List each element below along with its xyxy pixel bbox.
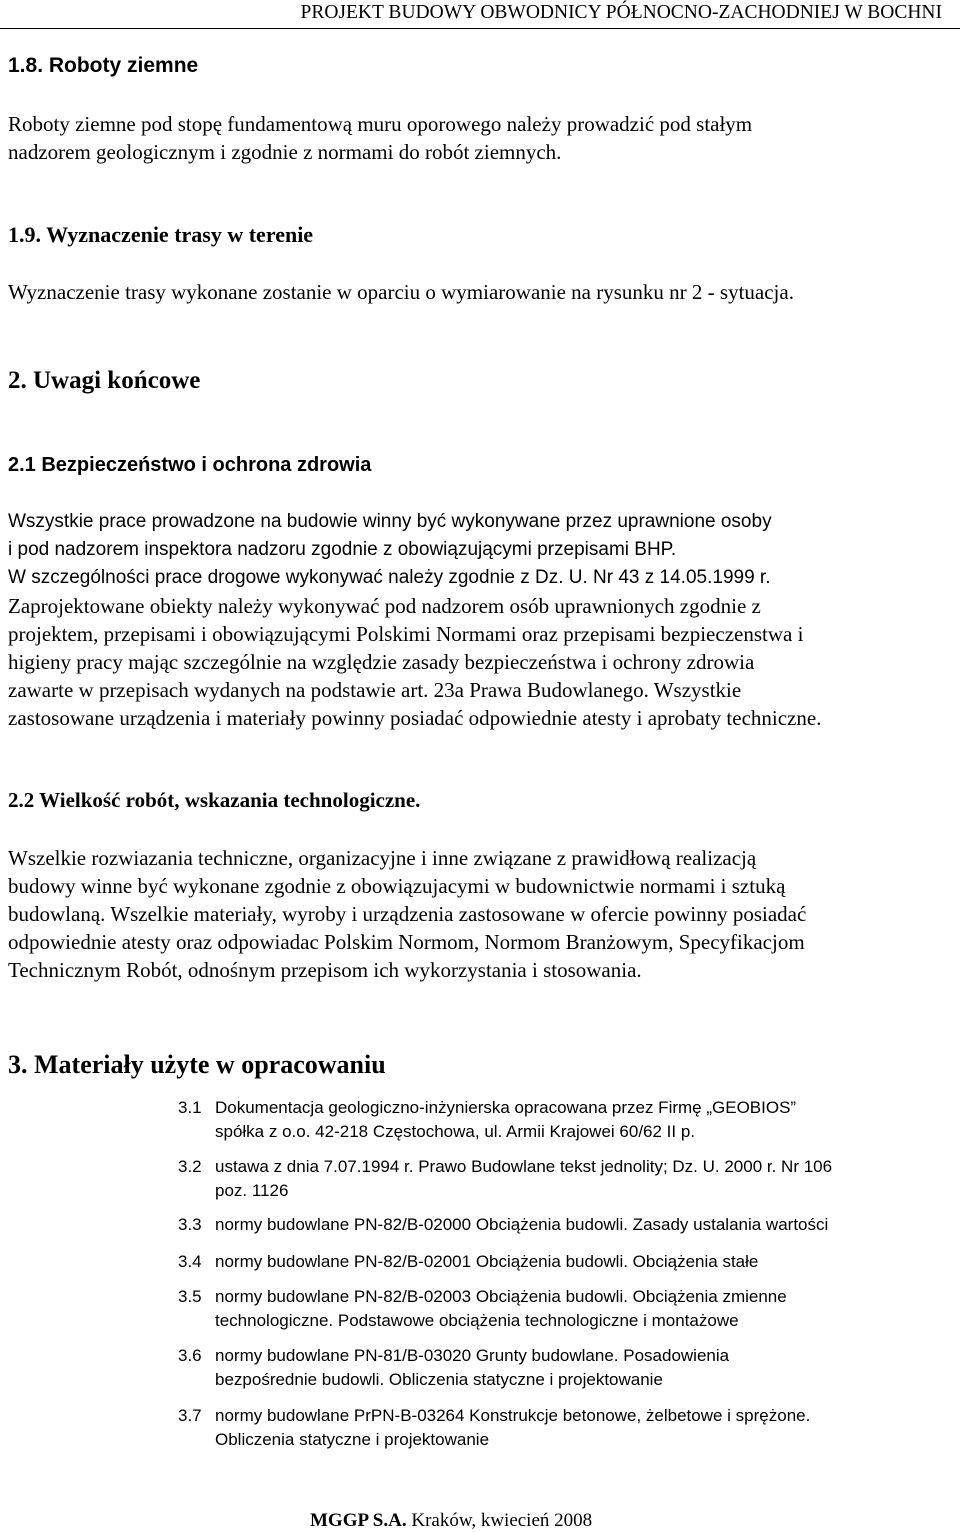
list-item-text: normy budowlane PN-82/B-02003 Obciążenia budowli. Obciążenia zmienne — [215, 1287, 787, 1306]
page-footer — [310, 1510, 592, 1532]
list-item-number: 3.3 — [178, 1215, 202, 1234]
section-2-2-line: Wszelkie rozwiazania techniczne, organizacyjne i inne związane z prawidłową realizacją — [8, 846, 757, 870]
list-item-text: normy budowlane PN-81/B-03020 Grunty budowlane. Posadowienia — [215, 1346, 730, 1365]
section-2-2-line: budowlaną. Wszelkie materiały, wyroby i urządzenia zastosowane w ofercie powinny posiadać — [8, 902, 807, 926]
section-heading-3: 3. Materiały użyte w opracowaniu — [8, 1050, 386, 1079]
section-2-2-line: Technicznym Robót, odnośnym przepisom ich wykorzystania i stosowania. — [8, 958, 642, 982]
list-item-number: 3.7 — [178, 1406, 202, 1425]
list-item-number: 3.6 — [178, 1346, 202, 1365]
section-2-1-line: W szczególności prace drogowe wykonywać należy zgodnie z Dz. U. Nr 43 z 14.05.1999 r. — [8, 567, 771, 588]
list-item-text: technologiczne. Podstawowe obciążenia technologiczne i montażowe — [215, 1311, 739, 1330]
section-2-1-line: projektem, przepisami i obowiązującymi Polskimi Normami oraz przepisami bezpieczenstwa i — [8, 622, 804, 646]
list-item-text: poz. 1126 — [215, 1181, 289, 1200]
list-item-text: ustawa z dnia 7.07.1994 r. Prawo Budowlane tekst jednolity; Dz. U. 2000 r. Nr 106 — [215, 1157, 833, 1176]
section-1-9-line: Wyznaczenie trasy wykonane zostanie w oparciu o wymiarowanie na rysunku nr 2 - sytuacja. — [8, 280, 794, 304]
list-item-number: 3.4 — [178, 1252, 202, 1271]
page-header — [0, 0, 960, 34]
section-2-1-line: zawarte w przepisach wydanych na podstawie art. 23a Prawa Budowlanego. Wszystkie — [8, 678, 742, 702]
list-item-text: normy budowlane PN-82/B-02000 Obciążenia budowli. Zasady ustalania wartości — [215, 1215, 829, 1234]
section-1-8-line: nadzorem geologicznym i zgodnie z normami do robót ziemnych. — [8, 140, 562, 164]
section-1-8-line: Roboty ziemne pod stopę fundamentową muru oporowego należy prowadzić pod stałym — [8, 112, 753, 136]
list-item-number: 3.1 — [178, 1098, 202, 1117]
list-item-text: spółka z o.o. 42-218 Częstochowa, ul. Armii Krajowei 60/62 II p. — [215, 1122, 696, 1141]
list-item-text: normy budowlane PrPN-B-03264 Konstrukcje betonowe, żelbetowe i sprężone. — [215, 1406, 811, 1425]
section-2-2-line: budowy winne być wykonane zgodnie z obowiązujacymi w budownictwie normami i sztuką — [8, 874, 786, 898]
section-2-1-line: Zaprojektowane obiekty należy wykonywać pod nadzorem osób uprawnionych zgodnie z — [8, 594, 761, 618]
list-item-text: Dokumentacja geologiczno-inżynierska opracowana przez Firmę „GEOBIOS” — [215, 1098, 797, 1117]
list-item-text: normy budowlane PN-82/B-02001 Obciążenia budowli. Obciążenia stałe — [215, 1252, 759, 1271]
footer-company: MGGP S.A. — [310, 1510, 407, 1531]
list-item-text: bezpośrednie budowli. Obliczenia statyczne i projektowanie — [215, 1370, 663, 1389]
section-2-1-line: zastosowane urządzenia i materiały powinny posiadać odpowiednie atesty i aprobaty techniczne. — [8, 706, 822, 730]
list-item-text: Obliczenia statyczne i projektowanie — [215, 1430, 490, 1449]
footer-place-date: Kraków, kwiecień 2008 — [406, 1510, 593, 1531]
section-heading-2: 2. Uwagi końcowe — [8, 367, 201, 394]
section-2-2-line: odpowiednie atesty oraz odpowiadac Polskim Normom, Normom Branżowym, Specyfikacjom — [8, 930, 805, 954]
header-rule — [0, 28, 960, 29]
section-heading-2-2: 2.2 Wielkość robót, wskazania technologiczne. — [8, 788, 421, 812]
list-item-number: 3.2 — [178, 1157, 202, 1176]
section-heading-2-1: 2.1 Bezpieczeństwo i ochrona zdrowia — [8, 454, 372, 476]
section-heading-1-9: 1.9. Wyznaczenie trasy w terenie — [8, 222, 314, 247]
section-2-1-line: Wszystkie prace prowadzone na budowie winny być wykonywane przez uprawnione osoby — [8, 511, 772, 532]
section-2-1-line: i pod nadzorem inspektora nadzoru zgodnie z obowiązującymi przepisami BHP. — [8, 539, 677, 560]
section-2-1-line: higieny pracy mając szczególnie na względzie zasady bezpieczeństwa i ochrony zdrowia — [8, 650, 755, 674]
document-title: PROJEKT BUDOWY OBWODNICY PÓŁNOCNO-ZACHODNIEJ W BOCHNI — [300, 2, 942, 23]
list-item-number: 3.5 — [178, 1287, 202, 1306]
section-heading-1-8: 1.8. Roboty ziemne — [8, 54, 199, 77]
